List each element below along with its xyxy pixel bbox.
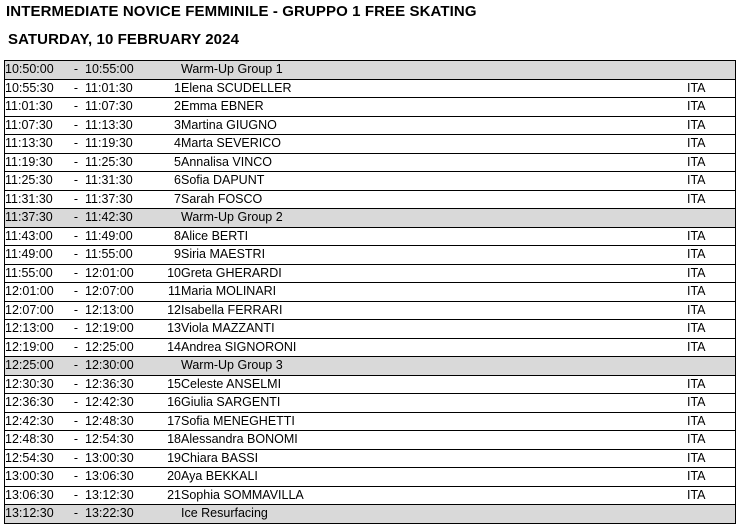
end-time: 11:37:30 bbox=[85, 190, 159, 209]
schedule-skater-row bbox=[5, 283, 736, 302]
schedule-break-row bbox=[5, 357, 736, 376]
schedule-skater-row bbox=[5, 486, 736, 505]
start-number: 17 bbox=[159, 412, 181, 431]
nation: ITA bbox=[687, 246, 736, 265]
time-separator: - bbox=[67, 449, 85, 468]
schedule-skater-row bbox=[5, 264, 736, 283]
skater-name: Giulia SARGENTI bbox=[181, 394, 687, 413]
start-number: 11 bbox=[159, 283, 181, 302]
time-separator: - bbox=[67, 412, 85, 431]
start-time: 13:00:30 bbox=[5, 468, 68, 487]
nation: ITA bbox=[687, 412, 736, 431]
start-time: 12:25:00 bbox=[5, 357, 68, 376]
time-separator: - bbox=[67, 246, 85, 265]
start-number: 15 bbox=[159, 375, 181, 394]
time-separator: - bbox=[67, 375, 85, 394]
start-time: 12:48:30 bbox=[5, 431, 68, 450]
start-time: 11:49:00 bbox=[5, 246, 68, 265]
time-separator: - bbox=[67, 172, 85, 191]
skater-name: Siria MAESTRI bbox=[181, 246, 687, 265]
start-time: 12:30:30 bbox=[5, 375, 68, 394]
nation: ITA bbox=[687, 283, 736, 302]
nation: ITA bbox=[687, 264, 736, 283]
end-time: 12:25:00 bbox=[85, 338, 159, 357]
start-time: 11:19:30 bbox=[5, 153, 68, 172]
start-number: 16 bbox=[159, 394, 181, 413]
end-time: 11:31:30 bbox=[85, 172, 159, 191]
end-time: 12:36:30 bbox=[85, 375, 159, 394]
start-order-table bbox=[4, 60, 736, 524]
skater-name: Ice Resurfacing bbox=[181, 505, 687, 524]
start-time: 12:07:00 bbox=[5, 301, 68, 320]
start-number: 8 bbox=[159, 227, 181, 246]
time-separator: - bbox=[67, 227, 85, 246]
start-time: 12:42:30 bbox=[5, 412, 68, 431]
time-separator: - bbox=[67, 98, 85, 117]
schedule-skater-row bbox=[5, 301, 736, 320]
end-time: 11:01:30 bbox=[85, 79, 159, 98]
end-time: 12:13:00 bbox=[85, 301, 159, 320]
skater-name: Warm-Up Group 1 bbox=[181, 61, 687, 80]
start-number: 4 bbox=[159, 135, 181, 154]
schedule-skater-row bbox=[5, 320, 736, 339]
end-time: 13:00:30 bbox=[85, 449, 159, 468]
end-time: 10:55:00 bbox=[85, 61, 159, 80]
start-time: 13:12:30 bbox=[5, 505, 68, 524]
skater-name: Marta SEVERICO bbox=[181, 135, 687, 154]
nation: ITA bbox=[687, 320, 736, 339]
start-time: 12:36:30 bbox=[5, 394, 68, 413]
start-number: 3 bbox=[159, 116, 181, 135]
time-separator: - bbox=[67, 190, 85, 209]
schedule-skater-row bbox=[5, 227, 736, 246]
schedule-body bbox=[5, 61, 736, 524]
nation: ITA bbox=[687, 431, 736, 450]
start-time: 11:55:00 bbox=[5, 264, 68, 283]
nation bbox=[687, 357, 736, 376]
nation bbox=[687, 505, 736, 524]
time-separator: - bbox=[67, 135, 85, 154]
start-time: 11:07:30 bbox=[5, 116, 68, 135]
skater-name: Maria MOLINARI bbox=[181, 283, 687, 302]
nation: ITA bbox=[687, 338, 736, 357]
end-time: 12:30:00 bbox=[85, 357, 159, 376]
skater-name: Elena SCUDELLER bbox=[181, 79, 687, 98]
start-number: 18 bbox=[159, 431, 181, 450]
start-time: 13:06:30 bbox=[5, 486, 68, 505]
schedule-skater-row bbox=[5, 338, 736, 357]
nation: ITA bbox=[687, 153, 736, 172]
nation: ITA bbox=[687, 227, 736, 246]
end-time: 11:49:00 bbox=[85, 227, 159, 246]
start-number: 19 bbox=[159, 449, 181, 468]
skater-name: Martina GIUGNO bbox=[181, 116, 687, 135]
time-separator: - bbox=[67, 79, 85, 98]
start-number bbox=[159, 209, 181, 228]
time-separator: - bbox=[67, 301, 85, 320]
time-separator: - bbox=[67, 338, 85, 357]
skater-name: Sarah FOSCO bbox=[181, 190, 687, 209]
time-separator: - bbox=[67, 486, 85, 505]
end-time: 12:19:00 bbox=[85, 320, 159, 339]
start-number: 10 bbox=[159, 264, 181, 283]
nation: ITA bbox=[687, 486, 736, 505]
start-number bbox=[159, 505, 181, 524]
time-separator: - bbox=[67, 394, 85, 413]
nation: ITA bbox=[687, 98, 736, 117]
end-time: 12:01:00 bbox=[85, 264, 159, 283]
end-time: 13:06:30 bbox=[85, 468, 159, 487]
schedule-skater-row bbox=[5, 375, 736, 394]
schedule-skater-row bbox=[5, 246, 736, 265]
skater-name: Annalisa VINCO bbox=[181, 153, 687, 172]
nation: ITA bbox=[687, 394, 736, 413]
end-time: 11:42:30 bbox=[85, 209, 159, 228]
time-separator: - bbox=[67, 283, 85, 302]
time-separator: - bbox=[67, 505, 85, 524]
schedule-skater-row bbox=[5, 468, 736, 487]
end-time: 11:55:00 bbox=[85, 246, 159, 265]
start-time: 12:01:00 bbox=[5, 283, 68, 302]
nation: ITA bbox=[687, 375, 736, 394]
nation: ITA bbox=[687, 135, 736, 154]
start-number bbox=[159, 61, 181, 80]
time-separator: - bbox=[67, 153, 85, 172]
nation: ITA bbox=[687, 468, 736, 487]
start-number: 6 bbox=[159, 172, 181, 191]
skater-name: Warm-Up Group 3 bbox=[181, 357, 687, 376]
schedule-skater-row bbox=[5, 153, 736, 172]
nation: ITA bbox=[687, 116, 736, 135]
start-number: 7 bbox=[159, 190, 181, 209]
nation bbox=[687, 61, 736, 80]
schedule-skater-row bbox=[5, 98, 736, 117]
start-number: 14 bbox=[159, 338, 181, 357]
schedule-skater-row bbox=[5, 431, 736, 450]
skater-name: Sofia MENEGHETTI bbox=[181, 412, 687, 431]
end-time: 12:48:30 bbox=[85, 412, 159, 431]
time-separator: - bbox=[67, 116, 85, 135]
end-time: 12:54:30 bbox=[85, 431, 159, 450]
skater-name: Celeste ANSELMI bbox=[181, 375, 687, 394]
nation: ITA bbox=[687, 301, 736, 320]
schedule-skater-row bbox=[5, 116, 736, 135]
start-number: 9 bbox=[159, 246, 181, 265]
start-time: 11:01:30 bbox=[5, 98, 68, 117]
time-separator: - bbox=[67, 431, 85, 450]
time-separator: - bbox=[67, 264, 85, 283]
skater-name: Sophia SOMMAVILLA bbox=[181, 486, 687, 505]
start-time: 10:55:30 bbox=[5, 79, 68, 98]
schedule-break-row bbox=[5, 209, 736, 228]
schedule-skater-row bbox=[5, 79, 736, 98]
skater-name: Warm-Up Group 2 bbox=[181, 209, 687, 228]
start-time: 11:25:30 bbox=[5, 172, 68, 191]
time-separator: - bbox=[67, 320, 85, 339]
nation: ITA bbox=[687, 449, 736, 468]
skater-name: Chiara BASSI bbox=[181, 449, 687, 468]
time-separator: - bbox=[67, 468, 85, 487]
skater-name: Isabella FERRARI bbox=[181, 301, 687, 320]
schedule-break-row bbox=[5, 505, 736, 524]
skater-name: Alessandra BONOMI bbox=[181, 431, 687, 450]
skater-name: Emma EBNER bbox=[181, 98, 687, 117]
start-number: 1 bbox=[159, 79, 181, 98]
start-time: 12:13:00 bbox=[5, 320, 68, 339]
start-number: 5 bbox=[159, 153, 181, 172]
start-number: 21 bbox=[159, 486, 181, 505]
page-title: INTERMEDIATE NOVICE FEMMINILE - GRUPPO 1 FREE SKATING bbox=[6, 3, 477, 20]
end-time: 13:12:30 bbox=[85, 486, 159, 505]
skater-name: Viola MAZZANTI bbox=[181, 320, 687, 339]
skater-name: Alice BERTI bbox=[181, 227, 687, 246]
start-number: 20 bbox=[159, 468, 181, 487]
schedule-skater-row bbox=[5, 449, 736, 468]
schedule-skater-row bbox=[5, 394, 736, 413]
time-separator: - bbox=[67, 209, 85, 228]
start-number: 2 bbox=[159, 98, 181, 117]
start-time: 11:31:30 bbox=[5, 190, 68, 209]
time-separator: - bbox=[67, 61, 85, 80]
start-number bbox=[159, 357, 181, 376]
nation: ITA bbox=[687, 172, 736, 191]
event-date: SATURDAY, 10 FEBRUARY 2024 bbox=[8, 31, 240, 48]
skater-name: Aya BEKKALI bbox=[181, 468, 687, 487]
end-time: 13:22:30 bbox=[85, 505, 159, 524]
skater-name: Andrea SIGNORONI bbox=[181, 338, 687, 357]
end-time: 11:25:30 bbox=[85, 153, 159, 172]
nation bbox=[687, 209, 736, 228]
schedule-skater-row bbox=[5, 135, 736, 154]
schedule-skater-row bbox=[5, 190, 736, 209]
schedule-skater-row bbox=[5, 412, 736, 431]
nation: ITA bbox=[687, 79, 736, 98]
end-time: 11:19:30 bbox=[85, 135, 159, 154]
end-time: 11:13:30 bbox=[85, 116, 159, 135]
start-number: 12 bbox=[159, 301, 181, 320]
time-separator: - bbox=[67, 357, 85, 376]
end-time: 12:07:00 bbox=[85, 283, 159, 302]
start-time: 11:13:30 bbox=[5, 135, 68, 154]
schedule-break-row bbox=[5, 61, 736, 80]
start-time: 12:19:00 bbox=[5, 338, 68, 357]
end-time: 11:07:30 bbox=[85, 98, 159, 117]
start-time: 12:54:30 bbox=[5, 449, 68, 468]
end-time: 12:42:30 bbox=[85, 394, 159, 413]
schedule-skater-row bbox=[5, 172, 736, 191]
nation: ITA bbox=[687, 190, 736, 209]
start-number: 13 bbox=[159, 320, 181, 339]
skater-name: Greta GHERARDI bbox=[181, 264, 687, 283]
start-time: 11:43:00 bbox=[5, 227, 68, 246]
start-time: 11:37:30 bbox=[5, 209, 68, 228]
start-time: 10:50:00 bbox=[5, 61, 68, 80]
skater-name: Sofia DAPUNT bbox=[181, 172, 687, 191]
